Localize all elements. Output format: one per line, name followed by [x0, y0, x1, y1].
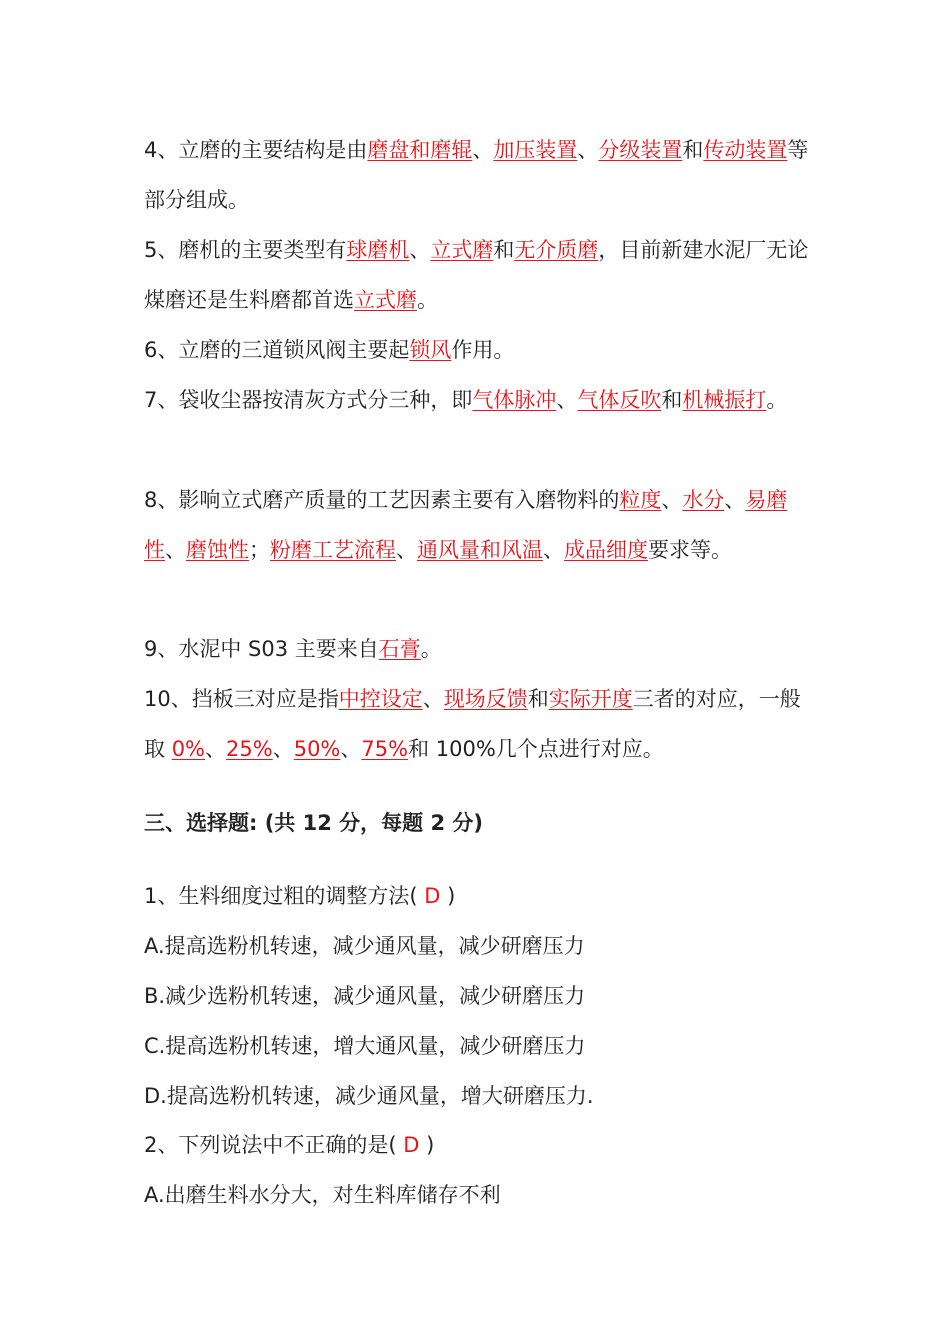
question-text: 、: [577, 138, 599, 162]
answer-blank: 水分: [682, 488, 725, 512]
question-text: 、: [724, 488, 746, 512]
question-text: ，目前新建水泥厂无论煤磨还是生料磨都首选: [144, 238, 809, 312]
question-text: 作用。: [451, 338, 515, 362]
question-text: 5、磨机的主要类型有: [144, 238, 347, 262]
question-text: 和: [493, 238, 515, 262]
choice-question-2: [144, 1120, 434, 1170]
answer-blank: 气体反吹: [577, 388, 662, 412]
question-text: 、: [409, 238, 431, 262]
fill-in-question-4: [144, 125, 809, 225]
answer-blank: 粉磨工艺流程: [270, 538, 396, 562]
question-text: 、: [472, 138, 494, 162]
question-text: 、: [556, 388, 578, 412]
question-text: 和 100%几个点进行对应。: [408, 737, 664, 761]
option-d: D.提高选粉机转速，减少通风量，增大研磨压力.: [144, 1084, 594, 1108]
answer-blank: 无介质磨: [514, 238, 599, 262]
answer-blank: 0%: [171, 737, 206, 761]
answer-blank: 现场反馈: [443, 687, 528, 711]
answer-blank: 球磨机: [346, 238, 410, 262]
answer-blank: 75%: [361, 737, 409, 761]
answer-blank: 成品细度: [564, 538, 648, 562]
question-text: 。: [417, 288, 438, 312]
answer-blank: 中控设定: [338, 687, 423, 711]
answer-blank: 加压装置: [493, 138, 578, 162]
answer-letter: D: [403, 1133, 420, 1157]
answer-blank: 25%: [226, 737, 273, 761]
answer-letter: D: [424, 884, 441, 908]
option-b: B.减少选粉机转速，减少通风量，减少研磨压力: [144, 984, 586, 1008]
fill-in-question-6: [144, 325, 809, 375]
question-text: 7、袋收尘器按清灰方式分三种，即: [144, 388, 473, 412]
option-c: C.提高选粉机转速，增大通风量，减少研磨压力: [144, 1034, 586, 1058]
question-text: ；: [249, 538, 270, 562]
question-text: 、: [543, 538, 564, 562]
question-close: ): [447, 884, 456, 908]
answer-blank: 分级装置: [598, 138, 683, 162]
question-close: ): [426, 1133, 435, 1157]
question-text: 三者的对应，一般取: [144, 687, 801, 761]
question-text: 、: [340, 737, 362, 761]
answer-blank: 传动装置: [703, 138, 788, 162]
question-text: 、: [661, 488, 683, 512]
answer-blank: 粒度: [619, 488, 662, 512]
question-text: 、: [205, 737, 227, 761]
question-text: 。: [766, 388, 788, 412]
fill-in-question-9: [144, 624, 809, 674]
answer-blank: 通风量和风温: [417, 538, 543, 562]
answer-blank: 机械振打: [682, 388, 767, 412]
answer-blank: 实际开度: [548, 687, 633, 711]
question-text: 8、影响立式磨产质量的工艺因素主要有入磨物料的: [144, 488, 620, 512]
fill-in-question-10: [144, 674, 809, 774]
fill-in-question-7: [144, 375, 809, 425]
answer-blank: 气体脉冲: [472, 388, 557, 412]
question-text: 等部分组成。: [144, 138, 809, 212]
question-text: 、: [422, 687, 444, 711]
option-a: A.提高选粉机转速，减少通风量，减少研磨压力: [144, 934, 585, 958]
question-stem: 1、生料细度过粗的调整方法(: [144, 884, 418, 908]
question-text: 和: [527, 687, 549, 711]
question-text: 。: [420, 637, 442, 661]
question-text: 、: [272, 737, 294, 761]
question-text: 和: [661, 388, 683, 412]
answer-blank: 石膏: [378, 637, 421, 661]
option-a: A.出磨生料水分大，对生料库储存不利: [144, 1183, 501, 1207]
question-text: 9、水泥中 S03 主要来自: [144, 637, 379, 661]
fill-in-question-8: [144, 475, 809, 575]
question-text: 10、挡板三对应是指: [144, 687, 339, 711]
answer-blank: 50%: [293, 737, 341, 761]
fill-in-question-5: [144, 225, 809, 325]
answer-blank: 立式磨: [430, 238, 494, 262]
question-text: 、: [165, 538, 186, 562]
answer-blank: 锁风: [409, 338, 452, 362]
answer-blank: 立式磨: [354, 288, 417, 312]
question-text: 要求等。: [648, 538, 732, 562]
question-stem: 2、下列说法中不正确的是(: [144, 1133, 397, 1157]
question-text: 和: [682, 138, 704, 162]
question-text: 4、立磨的主要结构是由: [144, 138, 368, 162]
answer-blank: 易磨性: [144, 488, 788, 562]
question-text: 、: [396, 538, 417, 562]
answer-blank: 磨蚀性: [186, 538, 249, 562]
question-text: 6、立磨的三道锁风阀主要起: [144, 338, 410, 362]
section-heading: 三、选择题: (共 12 分，每题 2 分): [144, 811, 483, 835]
choice-question-1: [144, 871, 455, 921]
answer-blank: 磨盘和磨辊: [367, 138, 473, 162]
